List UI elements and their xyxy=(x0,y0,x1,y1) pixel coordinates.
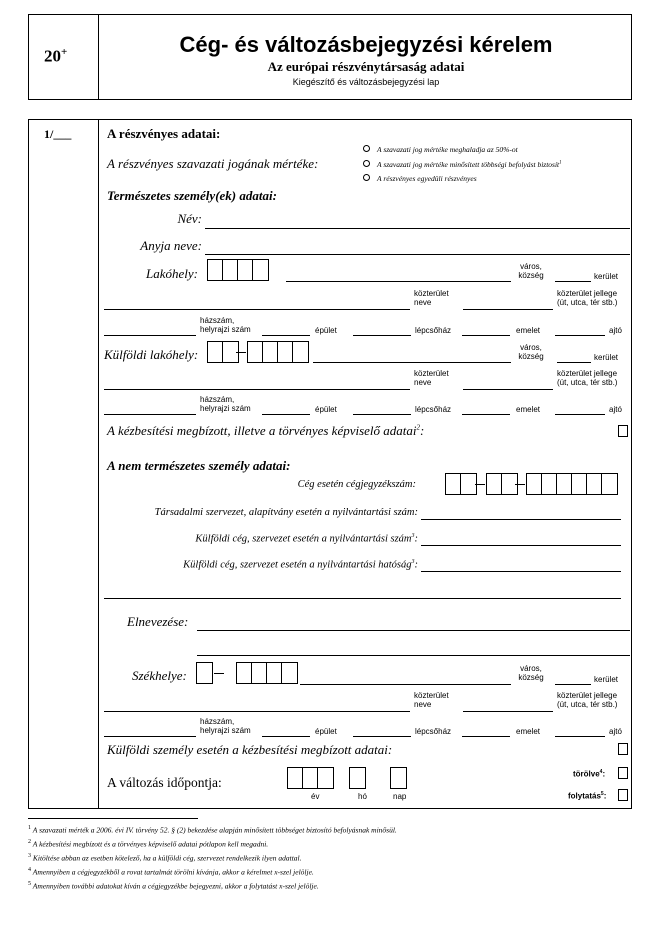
residence-city-field[interactable] xyxy=(286,281,511,282)
name-field[interactable] xyxy=(205,228,630,229)
voting-option-3: A részvényes egyedüli részvényes xyxy=(377,174,477,183)
mother-label: Anyja neve: xyxy=(140,238,202,253)
foreign-residence-door-label: ajtó xyxy=(609,405,622,414)
foreign-auth-field-2[interactable] xyxy=(104,598,621,599)
main-divider xyxy=(98,119,99,809)
seat-label: Székhelye: xyxy=(132,668,187,683)
deleted-checkbox[interactable] xyxy=(618,767,628,779)
seat-dash xyxy=(214,673,224,674)
foreign-residence-label: Külföldi lakóhely: xyxy=(104,347,199,362)
seat-stair-label: lépcsőház xyxy=(415,727,452,736)
seat-streettype-field[interactable] xyxy=(463,711,553,712)
residence-district-field[interactable] xyxy=(555,281,591,282)
seat-floor-label: emelet xyxy=(516,727,541,736)
seat-door-field[interactable] xyxy=(555,736,605,737)
delivery-agent-label: A kézbesítési megbízott, illetve a törvényes képviselő adatai$^2$: xyxy=(107,423,425,438)
voting-option-1: A szavazati jog mértéke meghaladja az 50%-ot xyxy=(377,145,518,154)
footnote-5: $^5$ Amennyiben további adatokat kíván a cégjegyzékbe bejegyezni, akkor a folytatást x-szel jelölje. xyxy=(28,881,319,891)
foreign-residence-stair-label: lépcsőház xyxy=(415,405,452,414)
voting-radio-3[interactable] xyxy=(363,174,370,181)
seat-house-label: házszám, helyrajzi szám xyxy=(200,717,251,735)
residence-building-field[interactable] xyxy=(262,335,310,336)
residence-door-label: ajtó xyxy=(609,326,622,335)
residence-city-label: város, község xyxy=(518,262,544,280)
shareholder-title: A részvényes adatai: xyxy=(107,126,221,141)
name2-field-2[interactable] xyxy=(197,655,630,656)
seat-city-field[interactable] xyxy=(300,684,511,685)
form-subtitle: Az európai részvénytársaság adatai xyxy=(267,59,465,74)
org-reg-field[interactable] xyxy=(421,519,621,520)
section-number: 1/___ xyxy=(44,127,72,141)
continued-label: folytatás$^5$: xyxy=(568,791,607,801)
seat-street-field[interactable] xyxy=(104,711,410,712)
residence-building-label: épület xyxy=(315,326,337,335)
continued-checkbox[interactable] xyxy=(618,789,628,801)
residence-house-field[interactable] xyxy=(104,335,196,336)
voting-option-2: A szavazati jog mértéke minősített többségi befolyást biztosít$^1$ xyxy=(377,160,562,169)
footnote-2: $^2$ A kézbesítési megbízott és a törvényes képviselő adatai pótlapon kell megadni. xyxy=(28,839,269,849)
foreign-residence-city-field[interactable] xyxy=(313,362,511,363)
foreign-residence-floor-label: emelet xyxy=(516,405,541,414)
company-reg-number[interactable] xyxy=(526,473,618,495)
foreign-residence-zip[interactable] xyxy=(247,341,309,363)
foreign-residence-door-field[interactable] xyxy=(555,414,605,415)
company-reg-dash1 xyxy=(475,484,485,485)
foreign-residence-building-field[interactable] xyxy=(262,414,310,415)
footnote-4: $^4$ Amennyiben a cégjegyzékből a rovat tartalmát törölni kívánja, akkor a kérelmet x-szel jelölje. xyxy=(28,867,314,877)
foreign-residence-streettype-label: közterület jellege (út, utca, tér stb.) xyxy=(557,369,618,387)
change-date-day[interactable] xyxy=(390,767,407,789)
mother-field[interactable] xyxy=(205,254,630,255)
form-subtitle2: Kiegészítő és változásbejegyzési lap xyxy=(292,77,440,87)
residence-streettype-label: közterület jellege (út, utca, tér stb.) xyxy=(557,289,618,307)
seat-stair-field[interactable] xyxy=(353,736,411,737)
residence-zip[interactable] xyxy=(207,259,269,281)
foreign-reg-field[interactable] xyxy=(421,545,621,546)
footnote-1: $^1$ A szavazati mérték a 2006. évi IV. törvény 52. § (2) bekezdése alapján minősített többséget biztosító befolyásnak minősül. xyxy=(28,825,397,835)
residence-stair-label: lépcsőház xyxy=(415,326,452,335)
residence-stair-field[interactable] xyxy=(353,335,411,336)
form-title: Cég- és változásbejegyzési kérelem xyxy=(179,32,553,57)
company-reg-label: Cég esetén cégjegyzékszám: xyxy=(297,479,416,490)
foreign-residence-building-label: épület xyxy=(315,405,337,414)
header-divider xyxy=(98,14,99,100)
name-label: Név: xyxy=(177,211,202,226)
foreign-residence-country[interactable] xyxy=(207,341,239,363)
foreign-residence-district-field[interactable] xyxy=(557,362,591,363)
company-reg-dash2 xyxy=(515,484,525,485)
foreign-auth-label: Külföldi cég, szervezet esetén a nyilvántartási hatóság$^3$: xyxy=(183,559,418,571)
seat-district-field[interactable] xyxy=(555,684,591,685)
foreign-reg-label: Külföldi cég, szervezet esetén a nyilvántartási szám$^3$: xyxy=(195,533,418,545)
seat-floor-field[interactable] xyxy=(462,736,510,737)
seat-door-label: ajtó xyxy=(609,727,622,736)
delivery-agent-checkbox[interactable] xyxy=(618,425,628,437)
residence-streettype-field[interactable] xyxy=(463,309,553,310)
name2-label: Elnevezése: xyxy=(127,614,189,629)
foreign-residence-stair-field[interactable] xyxy=(353,414,411,415)
foreign-residence-street-field[interactable] xyxy=(104,389,410,390)
foreign-person-agent-label: Külföldi személy esetén a kézbesítési megbízott adatai: xyxy=(107,742,393,757)
change-date-label: A változás időpontja: xyxy=(107,775,222,790)
residence-street-field[interactable] xyxy=(104,309,410,310)
foreign-residence-floor-field[interactable] xyxy=(462,414,510,415)
foreign-auth-field[interactable] xyxy=(421,571,621,572)
footnote-separator xyxy=(28,818,198,819)
voting-label: A részvényes szavazati jogának mértéke: xyxy=(107,156,319,171)
residence-street-label: közterület neve xyxy=(414,289,449,307)
voting-radio-1[interactable] xyxy=(363,145,370,152)
change-date-day-label: nap xyxy=(393,792,407,801)
foreign-person-agent-checkbox[interactable] xyxy=(618,743,628,755)
deleted-label: törölve$^4$: xyxy=(573,769,606,779)
change-date-year-label: év xyxy=(311,792,320,801)
foreign-residence-city-label: város, község xyxy=(518,343,544,361)
seat-zip[interactable] xyxy=(236,662,298,684)
change-date-month[interactable] xyxy=(349,767,366,789)
name2-field[interactable] xyxy=(197,630,630,631)
residence-floor-field[interactable] xyxy=(462,335,510,336)
footnote-3: $^3$ Kitöltése abban az esetben kötelező, ha a külföldi cég, szervezet rendelkezik ilyen adattal. xyxy=(28,853,302,863)
foreign-residence-street-label: közterület neve xyxy=(414,369,449,387)
seat-building-label: épület xyxy=(315,727,337,736)
seat-house-field[interactable] xyxy=(104,736,196,737)
residence-door-field[interactable] xyxy=(555,335,605,336)
foreign-residence-house-field[interactable] xyxy=(104,414,196,415)
form-number: 20+ xyxy=(44,46,68,66)
seat-city-label: város, község xyxy=(518,664,544,682)
foreign-residence-dash xyxy=(236,352,246,353)
residence-district-label: kerület xyxy=(594,272,619,281)
seat-street-label: közterület neve xyxy=(414,691,449,709)
legal-title: A nem természetes személy adatai: xyxy=(107,458,291,473)
residence-floor-label: emelet xyxy=(516,326,541,335)
seat-district-label: kerület xyxy=(594,675,619,684)
seat-streettype-label: közterület jellege (út, utca, tér stb.) xyxy=(557,691,618,709)
change-date-year[interactable] xyxy=(287,767,334,789)
residence-label: Lakóhely: xyxy=(146,266,198,281)
voting-radio-2[interactable] xyxy=(363,160,370,167)
foreign-residence-house-label: házszám, helyrajzi szám xyxy=(200,395,251,413)
change-date-month-label: hó xyxy=(358,792,367,801)
seat-building-field[interactable] xyxy=(262,736,310,737)
residence-house-label: házszám, helyrajzi szám xyxy=(200,316,251,334)
natural-title: Természetes személy(ek) adatai: xyxy=(107,188,277,203)
org-reg-label: Társadalmi szervezet, alapítvány esetén a nyilvántartási szám: xyxy=(154,507,418,518)
foreign-residence-district-label: kerület xyxy=(594,353,619,362)
company-reg-court[interactable] xyxy=(445,473,477,495)
company-reg-type[interactable] xyxy=(486,473,518,495)
foreign-residence-streettype-field[interactable] xyxy=(463,389,553,390)
seat-country[interactable] xyxy=(196,662,213,684)
